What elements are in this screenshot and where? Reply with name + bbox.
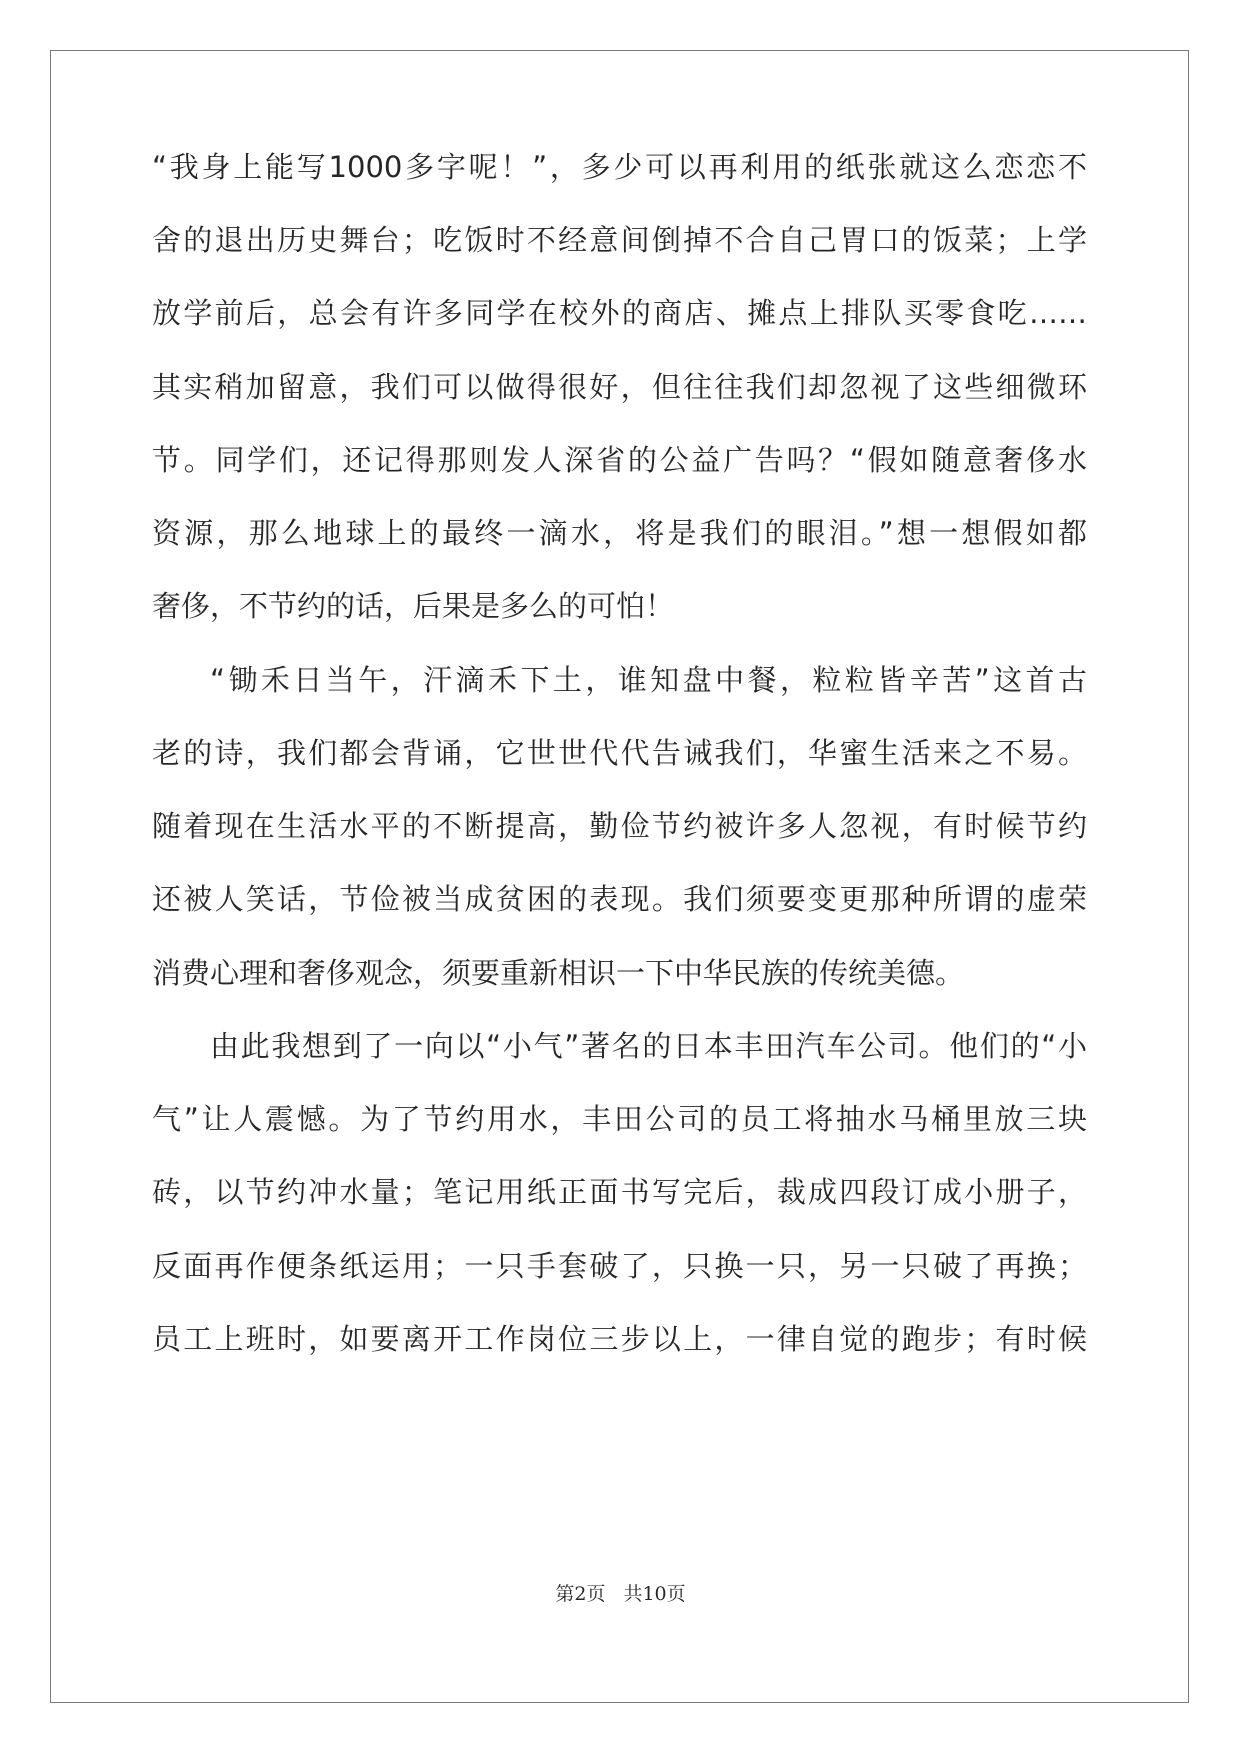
paragraph-1-line-2: 舍的退出历史舞台；吃饭时不经意间倒掉不合自己胃口的饭菜；上学 bbox=[152, 223, 1087, 257]
paragraph-1-line-5: 节。同学们，还记得那则发人深省的公益广告吗？“假如随意奢侈水 bbox=[152, 443, 1087, 477]
paragraph-3-line-5: 员工上班时，如要离开工作岗位三步以上，一律自觉的跑步；有时候 bbox=[152, 1322, 1087, 1356]
paragraph-3-line-2: 气”让人震憾。为了节约用水，丰田公司的员工将抽水马桶里放三块 bbox=[152, 1102, 1087, 1136]
paragraph-1-line-3: 放学前后，总会有许多同学在校外的商店、摊点上排队买零食吃…… bbox=[152, 296, 1087, 330]
paragraph-1-line-1: “我身上能写1000多字呢！”，多少可以再利用的纸张就这么恋恋不 bbox=[152, 150, 1087, 184]
paragraph-3-line-1: 由此我想到了一向以“小气”著名的日本丰田汽车公司。他们的“小 bbox=[210, 1029, 1087, 1063]
paragraph-2-line-3: 随着现在生活水平的不断提高，勤俭节约被许多人忽视，有时候节约 bbox=[152, 809, 1087, 843]
paragraph-1-line-7: 奢侈，不节约的话，后果是多么的可怕！ bbox=[152, 589, 675, 623]
page-total: 共10页 bbox=[623, 1583, 686, 1605]
paragraph-3-line-4: 反面再作便条纸运用；一只手套破了，只换一只，另一只破了再换； bbox=[152, 1249, 1087, 1283]
paragraph-2-line-1: “锄禾日当午，汗滴禾下土，谁知盘中餐，粒粒皆辛苦”这首古 bbox=[210, 663, 1087, 697]
paragraph-3-line-3: 砖，以节约冲水量；笔记用纸正面书写完后，裁成四段订成小册子， bbox=[152, 1175, 1087, 1209]
paragraph-2-line-5: 消费心理和奢侈观念，须要重新相识一下中华民族的传统美德。 bbox=[152, 956, 965, 990]
page-number: 第2页 bbox=[555, 1583, 606, 1605]
paragraph-2-line-2: 老的诗，我们都会背诵，它世世代代告诫我们，华蜜生活来之不易。 bbox=[152, 736, 1087, 770]
page-footer bbox=[0, 1579, 1241, 1606]
paragraph-1-line-4: 其实稍加留意，我们可以做得很好，但往往我们却忽视了这些细微环 bbox=[152, 370, 1087, 404]
paragraph-1-line-6: 资源，那么地球上的最终一滴水，将是我们的眼泪。”想一想假如都 bbox=[152, 516, 1087, 550]
paragraph-2-line-4: 还被人笑话，节俭被当成贫困的表现。我们须要变更那种所谓的虚荣 bbox=[152, 882, 1087, 916]
